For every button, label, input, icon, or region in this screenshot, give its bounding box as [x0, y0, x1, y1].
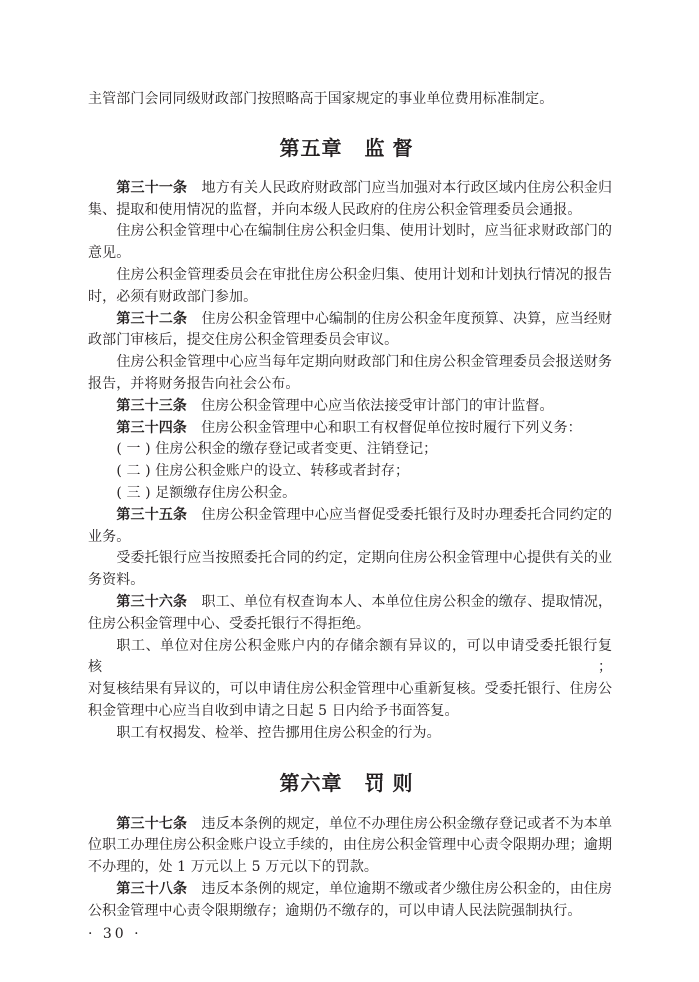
line-text: 业务。 [88, 528, 131, 545]
text-line [88, 178, 612, 200]
line-text: 政部门审核后，提交住房公积金管理委员会审议。 [88, 332, 399, 349]
line-text: 意见。 [88, 245, 131, 262]
paragraph [88, 461, 612, 483]
paragraph [88, 723, 612, 745]
line-text: 报告，并将财务报告向社会公布。 [88, 375, 300, 392]
line-text: ( 二 ) 住房公积金账户的设立、转移或者封存； [116, 463, 410, 480]
text-line [88, 265, 612, 287]
paragraph [88, 352, 612, 396]
chapter-6-body [88, 814, 612, 923]
text-line [88, 243, 612, 265]
text-line [88, 418, 612, 440]
text-line [88, 570, 612, 592]
article-label: 第三十二条 [116, 310, 188, 327]
article-paragraph [88, 309, 612, 353]
article-label: 第三十五条 [116, 506, 188, 523]
line-text: 住房公积金管理中心编制的住房公积金年度预算、决算，应当经财 [201, 310, 613, 327]
chapter-number: 第五章 [279, 135, 343, 160]
text-line [88, 814, 612, 836]
intro-paragraph [88, 89, 612, 111]
chapter-heading-5 [88, 136, 612, 160]
text-line: 主管部门会同同级财政部门按照略高于国家规定的事业单位费用标准制定。 [88, 91, 554, 107]
line-text: 不办理的，处 1 万元以上 5 万元以下的罚款。 [88, 859, 379, 876]
article-label: 第三十六条 [116, 593, 188, 610]
line-text: 受委托银行应当按照委托合同的约定，定期向住房公积金管理中心提供有关的业 [116, 550, 612, 567]
text-line [88, 592, 612, 614]
article-label: 第三十三条 [116, 397, 187, 414]
line-text: ( 三 ) 足额缴存住房公积金。 [116, 484, 297, 501]
article-label: 第三十四条 [116, 419, 187, 436]
line-text: 住房公积金管理中心应当督促受委托银行及时办理委托合同约定的 [201, 506, 613, 523]
text-line [88, 879, 612, 901]
chapter-number: 第六章 [279, 770, 343, 795]
line-text: 对复核结果有异议的，可以申请住房公积金管理中心重新复核。受委托银行、住房公 [88, 681, 612, 698]
line-text: 违反本条例的规定，单位逾期不缴或者少缴住房公积金的，由住房 [201, 880, 613, 897]
text-line [88, 374, 612, 396]
article-label: 第三十八条 [116, 880, 188, 897]
line-text: 违反本条例的规定，单位不办理住房公积金缴存登记或者不为本单 [201, 815, 613, 832]
line-text: 公积金管理中心责令限期缴存；逾期仍不缴存的，可以申请人民法院强制执行。 [88, 902, 582, 919]
text-line [88, 901, 612, 923]
chapter-5-body [88, 178, 612, 745]
paragraph [88, 483, 612, 505]
line-text: 住房公积金管理委员会在审批住房公积金归集、使用计划和计划执行情况的报告 [116, 266, 612, 283]
article-paragraph [88, 505, 612, 549]
text-line [88, 679, 612, 701]
line-text: 集、提取和使用情况的监督，并向本级人民政府的住房公积金管理委员会通报。 [88, 201, 582, 218]
line-text: 时，必须有财政部门参加。 [88, 288, 258, 305]
paragraph [88, 636, 612, 723]
chapter-name: 罚则 [364, 770, 421, 795]
article-paragraph [88, 592, 612, 636]
chapter-name: 监督 [364, 135, 421, 160]
text-line [88, 505, 612, 527]
text-line [88, 701, 612, 723]
text-line [88, 200, 612, 222]
paragraph [88, 548, 612, 592]
line-text: 职工、单位有权查询本人、本单位住房公积金的缴存、提取情况， [201, 593, 613, 610]
line-text: 住房公积金管理中心应当每年定期向财政部门和住房公积金管理委员会报送财务 [116, 354, 612, 371]
line-text: 住房公积金管理中心、受委托银行不得拒绝。 [88, 615, 370, 632]
chapter-heading-6 [88, 771, 612, 795]
line-text: 务资料。 [88, 572, 145, 589]
article-paragraph [88, 814, 612, 879]
paragraph [88, 265, 612, 309]
text-line [88, 548, 612, 570]
article-label: 第三十一条 [116, 179, 188, 196]
text-line [88, 396, 612, 418]
text-line [88, 527, 612, 549]
line-text: 位职工办理住房公积金账户设立手续的，由住房公积金管理中心责令限期办理；逾期 [88, 837, 612, 854]
text-line [88, 330, 612, 352]
article-paragraph [88, 178, 612, 222]
article-paragraph [88, 418, 612, 440]
text-line [88, 461, 612, 483]
text-line [88, 614, 612, 636]
line-text: 住房公积金管理中心和职工有权督促单位按时履行下列义务： [201, 419, 582, 436]
text-line [88, 857, 612, 879]
page-number: · 30 · [88, 925, 142, 942]
line-text: 职工有权揭发、检举、控告挪用住房公积金的行为。 [116, 724, 441, 741]
paragraph [88, 221, 612, 265]
article-label: 第三十七条 [116, 815, 188, 832]
line-text: 住房公积金管理中心在编制住房公积金归集、使用计划时，应当征求财政部门的 [116, 223, 612, 240]
text-line [88, 309, 612, 331]
line-text: 住房公积金管理中心应当依法接受审计部门的审计监督。 [201, 397, 554, 414]
document-page [88, 89, 612, 945]
line-text: 职工、单位对住房公积金账户内的存储余额有异议的，可以申请受委托银行复核； [88, 637, 612, 676]
text-line [88, 439, 612, 461]
line-text: ( 一 ) 住房公积金的缴存登记或者变更、注销登记； [116, 441, 438, 458]
text-line [88, 483, 612, 505]
paragraph [88, 439, 612, 461]
text-line [88, 723, 612, 745]
line-text: 积金管理中心应当自收到申请之日起 5 日内给予书面答复。 [88, 702, 459, 719]
article-paragraph [88, 396, 612, 418]
text-line [88, 835, 612, 857]
text-line [88, 287, 612, 309]
line-text: 地方有关人民政府财政部门应当加强对本行政区域内住房公积金归 [201, 179, 613, 196]
text-line [88, 221, 612, 243]
text-line [88, 636, 612, 680]
article-paragraph [88, 879, 612, 923]
text-line [88, 352, 612, 374]
